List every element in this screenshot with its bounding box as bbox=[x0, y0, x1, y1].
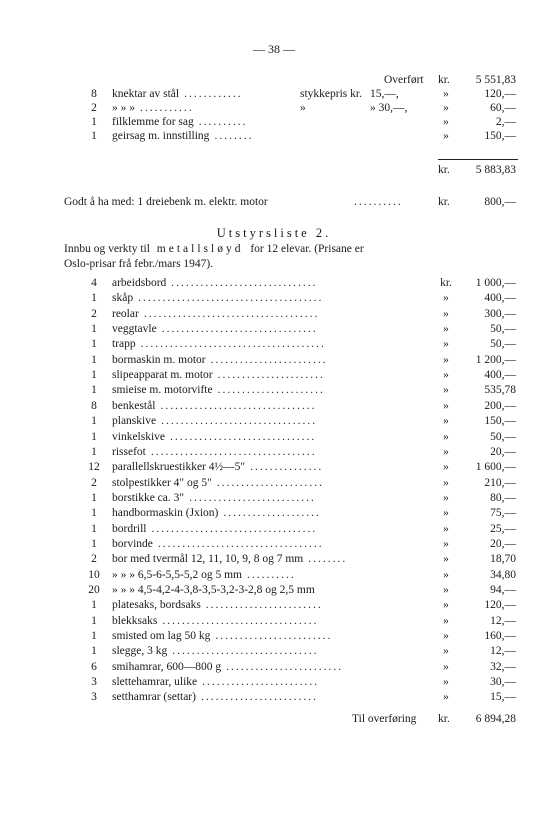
item-quantity: 4 bbox=[91, 277, 97, 289]
item-currency: » bbox=[443, 445, 449, 458]
item-currency: » bbox=[443, 676, 449, 689]
item-leader-dots: ........................ bbox=[226, 660, 344, 673]
list-item bbox=[0, 614, 548, 628]
list-item bbox=[0, 552, 548, 566]
list-item bbox=[0, 522, 548, 536]
subtotal-row bbox=[0, 163, 548, 177]
item-amount: 20,— bbox=[490, 445, 516, 458]
item-quantity: 20 bbox=[88, 584, 100, 596]
item-quantity: 1 bbox=[91, 292, 97, 305]
item-quantity: 1 bbox=[91, 338, 97, 351]
item-description: stolpestikker 4" og 5" bbox=[112, 476, 212, 489]
item-description: slipeapparat m. motor bbox=[112, 369, 213, 382]
item-leader-dots: .................................. bbox=[157, 537, 324, 550]
subtotal-rule bbox=[438, 159, 518, 160]
list-item bbox=[0, 383, 548, 397]
item-amount: 160,— bbox=[484, 630, 516, 643]
item-leader-dots: ...................... bbox=[217, 384, 325, 397]
section-title: Utstyrsliste 2. bbox=[216, 226, 332, 240]
item-quantity: 1 bbox=[91, 645, 97, 658]
item-quantity: 8 bbox=[91, 88, 97, 100]
item-description: platesaks, bordsaks bbox=[112, 599, 201, 612]
footer-currency: kr. bbox=[438, 713, 450, 725]
list-item bbox=[0, 291, 548, 305]
item-quantity: 1 bbox=[91, 116, 97, 128]
item-quantity: 1 bbox=[91, 353, 97, 366]
item-currency: » bbox=[443, 537, 449, 550]
item-currency: » bbox=[443, 399, 449, 412]
item-amount: 1 600,— bbox=[475, 461, 516, 474]
item-quantity: 1 bbox=[91, 507, 97, 520]
item-amount: 50,— bbox=[490, 338, 516, 351]
item-currency: » bbox=[443, 645, 449, 658]
item-quantity: 1 bbox=[91, 537, 97, 550]
item-leader-dots: ...................... bbox=[216, 476, 325, 489]
item-quantity: 1 bbox=[91, 415, 97, 428]
top-item-row bbox=[0, 115, 548, 129]
item-description: bor med tvermål 12, 11, 10, 9, 8 og 7 mm bbox=[112, 553, 304, 566]
item-quantity: 1 bbox=[91, 614, 97, 627]
carried-over-label: Overført bbox=[384, 74, 424, 86]
item-amount: 32,— bbox=[490, 660, 516, 673]
item-quantity: 1 bbox=[91, 630, 97, 643]
item-leader-dots: .......................... bbox=[189, 491, 316, 504]
list-item bbox=[0, 307, 548, 321]
good-to-have-currency: kr. bbox=[438, 196, 450, 208]
item-amount: 1 200,— bbox=[475, 353, 516, 366]
item-description: planskive bbox=[112, 415, 157, 428]
item-amount: 400,— bbox=[484, 292, 516, 305]
item-currency: » bbox=[443, 88, 449, 100]
item-amount: 1 000,— bbox=[475, 277, 516, 289]
item-leader-dots: .................................. bbox=[151, 522, 318, 535]
item-currency: » bbox=[443, 415, 449, 428]
item-leader-dots: ...................................... bbox=[138, 292, 324, 305]
list-item bbox=[0, 276, 548, 290]
item-currency: » bbox=[443, 323, 449, 336]
item-amount: 2,— bbox=[495, 116, 516, 128]
page-number: — 38 — bbox=[253, 42, 295, 56]
item-description: vinkelskive bbox=[112, 430, 166, 443]
item-quantity: 1 bbox=[91, 522, 97, 535]
item-description: slegge, 3 kg bbox=[112, 645, 168, 658]
item-description: » » » bbox=[112, 102, 135, 114]
item-quantity: 1 bbox=[91, 445, 97, 458]
item-description: trapp bbox=[112, 338, 136, 351]
item-amount: 535,78 bbox=[484, 384, 516, 397]
intro-line-1 bbox=[64, 243, 524, 255]
item-leader-dots: ............ bbox=[184, 88, 243, 100]
list-item bbox=[0, 322, 548, 336]
carried-over-row bbox=[0, 73, 548, 87]
item-quantity: 2 bbox=[91, 102, 97, 114]
item-amount: 200,— bbox=[484, 399, 516, 412]
item-quantity: 3 bbox=[91, 676, 97, 689]
item-description: blekksaks bbox=[112, 614, 158, 627]
item-amount: 94,— bbox=[490, 584, 516, 596]
item-unit-price: 15,—, bbox=[370, 88, 399, 100]
item-description: bormaskin m. motor bbox=[112, 353, 206, 366]
item-currency: » bbox=[443, 599, 449, 612]
item-leader-dots: ................................ bbox=[162, 614, 319, 627]
item-quantity: 2 bbox=[91, 553, 97, 566]
list-item bbox=[0, 368, 548, 382]
item-amount: 25,— bbox=[490, 522, 516, 535]
item-amount: 60,— bbox=[490, 102, 516, 114]
list-item bbox=[0, 337, 548, 351]
item-quantity: 10 bbox=[88, 568, 100, 581]
list-item bbox=[0, 660, 548, 674]
list-item bbox=[0, 399, 548, 413]
good-to-have-dots: .......... bbox=[354, 196, 403, 208]
item-description: setthamrar (settar) bbox=[112, 691, 196, 704]
item-currency: » bbox=[443, 507, 449, 520]
item-quantity: 1 bbox=[91, 430, 97, 443]
item-leader-dots: ........... bbox=[140, 102, 194, 114]
item-amount: 12,— bbox=[490, 614, 516, 627]
item-leader-dots: .................................. bbox=[150, 445, 317, 458]
item-leader-dots: ................................ bbox=[160, 399, 317, 412]
list-item bbox=[0, 476, 548, 490]
item-amount: 75,— bbox=[490, 507, 516, 520]
item-description: arbeidsbord bbox=[112, 277, 167, 289]
item-currency: » bbox=[443, 584, 449, 596]
item-description: borstikke ca. 3" bbox=[112, 491, 185, 504]
item-currency: » bbox=[443, 353, 449, 366]
item-leader-dots: ........................ bbox=[210, 353, 328, 366]
item-quantity: 1 bbox=[91, 369, 97, 382]
list-item bbox=[0, 629, 548, 643]
item-quantity: 1 bbox=[91, 323, 97, 336]
item-description: benkestål bbox=[112, 399, 156, 412]
item-description: reolar bbox=[112, 307, 139, 320]
item-description: rissefot bbox=[112, 445, 146, 458]
item-unit-price: » 30,—, bbox=[370, 102, 408, 114]
good-to-have-row bbox=[0, 195, 548, 209]
item-amount: 34,80 bbox=[490, 568, 516, 581]
item-currency: » bbox=[443, 614, 449, 627]
item-currency: » bbox=[443, 491, 449, 504]
list-item bbox=[0, 430, 548, 444]
item-description: smisted om lag 50 kg bbox=[112, 630, 211, 643]
list-item bbox=[0, 675, 548, 689]
top-item-row bbox=[0, 129, 548, 143]
item-amount: 50,— bbox=[490, 430, 516, 443]
item-currency: » bbox=[443, 691, 449, 704]
item-quantity: 2 bbox=[91, 476, 97, 489]
item-currency: » bbox=[443, 553, 449, 566]
item-quantity: 1 bbox=[91, 599, 97, 612]
list-item bbox=[0, 506, 548, 520]
item-amount: 15,— bbox=[490, 691, 516, 704]
carried-over-currency: kr. bbox=[438, 74, 450, 86]
item-leader-dots: ...................................... bbox=[140, 338, 326, 351]
item-description: » » » 4,5-4,2-4-3,8-3,5-3,2-3-2,8 og 2,5 mm bbox=[112, 584, 315, 596]
item-amount: 120,— bbox=[484, 599, 516, 612]
item-unit-label: » bbox=[300, 102, 306, 114]
item-quantity: 1 bbox=[91, 384, 97, 397]
item-description: borvinde bbox=[112, 537, 153, 550]
item-quantity: 1 bbox=[91, 491, 97, 504]
item-currency: » bbox=[443, 338, 449, 351]
item-description: geirsag m. innstilling bbox=[112, 130, 210, 142]
item-quantity: 3 bbox=[91, 691, 97, 704]
item-leader-dots: ................................ bbox=[161, 323, 318, 336]
list-item bbox=[0, 414, 548, 428]
intro-text-b: for 12 elevar. (Prisane er bbox=[250, 243, 364, 255]
item-leader-dots: ................................ bbox=[161, 415, 318, 428]
item-currency: kr. bbox=[440, 277, 452, 289]
subtotal-amount: 5 883,83 bbox=[475, 164, 516, 176]
carried-over-amount: 5 551,83 bbox=[475, 74, 516, 86]
item-leader-dots: .................................... bbox=[143, 307, 320, 320]
subtotal-currency: kr. bbox=[438, 164, 450, 176]
item-amount: 20,— bbox=[490, 537, 516, 550]
list-item bbox=[0, 353, 548, 367]
item-quantity: 8 bbox=[91, 399, 97, 412]
list-item bbox=[0, 537, 548, 551]
item-leader-dots: .................... bbox=[223, 507, 321, 520]
item-amount: 150,— bbox=[484, 130, 516, 142]
item-amount: 80,— bbox=[490, 491, 516, 504]
item-leader-dots: ........................ bbox=[215, 630, 333, 643]
item-quantity: 2 bbox=[91, 307, 97, 320]
item-amount: 210,— bbox=[484, 476, 516, 489]
intro-line-2: Oslo-prisar frå febr./mars 1947). bbox=[64, 258, 214, 270]
item-currency: » bbox=[443, 568, 449, 581]
item-description: parallellskruestikker 4½—5" bbox=[112, 461, 246, 474]
item-leader-dots: ........ bbox=[214, 130, 254, 142]
item-leader-dots: .............................. bbox=[170, 430, 317, 443]
list-item bbox=[0, 491, 548, 505]
intro-text-spaced: metallsløyd bbox=[156, 243, 244, 255]
item-currency: » bbox=[443, 476, 449, 489]
good-to-have-text: Godt å ha med: 1 dreiebenk m. elektr. motor bbox=[64, 196, 268, 208]
item-leader-dots: .............................. bbox=[171, 277, 318, 289]
footer-label: Til overføring bbox=[352, 713, 417, 725]
item-description: » » » 6,5-6-5,5-5,2 og 5 mm bbox=[112, 568, 243, 581]
item-description: bordrill bbox=[112, 522, 147, 535]
item-description: knektar av stål bbox=[112, 88, 180, 100]
top-item-row bbox=[0, 87, 548, 101]
item-leader-dots: ........................ bbox=[200, 691, 318, 704]
list-item bbox=[0, 598, 548, 612]
item-leader-dots: .......... bbox=[247, 568, 296, 581]
item-currency: » bbox=[443, 116, 449, 128]
item-description: skåp bbox=[112, 292, 134, 305]
item-leader-dots: ........................ bbox=[202, 676, 320, 689]
item-amount: 18,70 bbox=[490, 553, 516, 566]
item-amount: 50,— bbox=[490, 323, 516, 336]
item-currency: » bbox=[443, 461, 449, 474]
item-description: filklemme for sag bbox=[112, 116, 194, 128]
item-currency: » bbox=[443, 102, 449, 114]
item-currency: » bbox=[443, 307, 449, 320]
list-item bbox=[0, 644, 548, 658]
item-currency: » bbox=[443, 660, 449, 673]
item-description: veggtavle bbox=[112, 323, 157, 336]
item-currency: » bbox=[443, 292, 449, 305]
item-currency: » bbox=[443, 130, 449, 142]
item-description: handbormaskin (Jxion) bbox=[112, 507, 219, 520]
item-amount: 400,— bbox=[484, 369, 516, 382]
item-leader-dots: ........................ bbox=[205, 599, 323, 612]
item-description: smieise m. motorvifte bbox=[112, 384, 213, 397]
list-item bbox=[0, 445, 548, 459]
item-leader-dots: .......... bbox=[198, 116, 248, 128]
list-item bbox=[0, 690, 548, 704]
item-currency: » bbox=[443, 369, 449, 382]
item-quantity: 6 bbox=[91, 660, 97, 673]
item-quantity: 1 bbox=[91, 130, 97, 142]
item-amount: 300,— bbox=[484, 307, 516, 320]
item-amount: 30,— bbox=[490, 676, 516, 689]
item-leader-dots: ............... bbox=[250, 461, 324, 474]
item-currency: » bbox=[443, 630, 449, 643]
top-item-row bbox=[0, 101, 548, 115]
item-leader-dots: ...................... bbox=[217, 369, 325, 382]
list-item bbox=[0, 460, 548, 474]
item-amount: 120,— bbox=[484, 88, 516, 100]
item-leader-dots: .............................. bbox=[172, 645, 319, 658]
item-leader-dots: ........ bbox=[308, 553, 348, 566]
intro-text-a: Innbu og verkty til bbox=[64, 243, 150, 255]
footer-row bbox=[0, 712, 548, 726]
list-item bbox=[0, 583, 548, 597]
item-unit-label: stykkepris kr. bbox=[300, 88, 362, 100]
good-to-have-amount: 800,— bbox=[484, 196, 516, 208]
item-currency: » bbox=[443, 522, 449, 535]
item-amount: 150,— bbox=[484, 415, 516, 428]
item-description: smihamrar, 600—800 g bbox=[112, 660, 222, 673]
footer-amount: 6 894,28 bbox=[475, 713, 516, 725]
item-description: slettehamrar, ulike bbox=[112, 676, 198, 689]
item-quantity: 12 bbox=[88, 461, 100, 474]
list-item bbox=[0, 568, 548, 582]
item-currency: » bbox=[443, 430, 449, 443]
item-currency: » bbox=[443, 384, 449, 397]
item-amount: 12,— bbox=[490, 645, 516, 658]
